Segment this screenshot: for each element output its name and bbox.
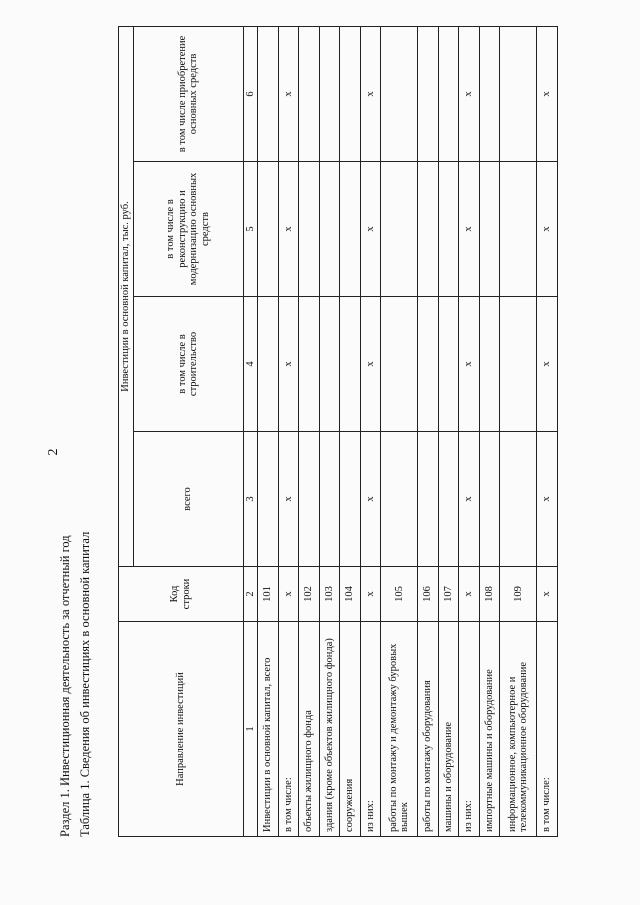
cell-total: х bbox=[537, 432, 558, 567]
section-title: Раздел 1. Инвестиционная деятельность за отчетный год bbox=[58, 535, 72, 837]
cell-construction[interactable] bbox=[319, 297, 340, 432]
cell-acquisition[interactable] bbox=[418, 26, 439, 161]
row-code: 106 bbox=[418, 567, 439, 622]
cell-reconstruction[interactable] bbox=[381, 162, 418, 297]
row-label: из них: bbox=[459, 622, 480, 837]
cell-reconstruction[interactable] bbox=[299, 162, 320, 297]
table-row bbox=[258, 26, 279, 836]
cell-total[interactable] bbox=[479, 432, 500, 567]
cell-construction[interactable] bbox=[258, 297, 279, 432]
row-code: х bbox=[278, 567, 299, 622]
cell-reconstruction: х bbox=[278, 162, 299, 297]
table-row bbox=[340, 26, 361, 836]
cell-total[interactable] bbox=[438, 432, 459, 567]
column-number: 6 bbox=[243, 26, 258, 161]
row-label: машины и оборудование bbox=[438, 622, 459, 837]
cell-acquisition[interactable] bbox=[479, 26, 500, 161]
row-code: 107 bbox=[438, 567, 459, 622]
row-code: 102 bbox=[299, 567, 320, 622]
header-reconstruction: в том числе в реконструкцию и модернизацию основных средств bbox=[133, 162, 243, 297]
cell-total: х bbox=[278, 432, 299, 567]
table-row bbox=[438, 26, 459, 836]
row-label: Инвестиции в основной капитал, всего bbox=[258, 622, 279, 837]
cell-reconstruction[interactable] bbox=[340, 162, 361, 297]
row-code: х bbox=[360, 567, 381, 622]
header-acquisition: в том числе приобретение основных средств bbox=[133, 26, 243, 161]
table-title: Таблица 1. Сведения об инвестициях в основной капитал bbox=[78, 531, 92, 837]
table-row bbox=[381, 26, 418, 836]
row-code: 105 bbox=[381, 567, 418, 622]
row-label: информационное, компьютерное и телекоммуникационное оборудование bbox=[500, 622, 537, 837]
cell-construction: х bbox=[278, 297, 299, 432]
row-code: 103 bbox=[319, 567, 340, 622]
table-row bbox=[278, 26, 299, 836]
row-label: в том числе: bbox=[537, 622, 558, 837]
cell-acquisition: х bbox=[537, 26, 558, 161]
cell-acquisition[interactable] bbox=[438, 26, 459, 161]
table-row bbox=[479, 26, 500, 836]
column-number: 1 bbox=[243, 622, 258, 837]
cell-construction: х bbox=[537, 297, 558, 432]
cell-total: х bbox=[360, 432, 381, 567]
table-row bbox=[459, 26, 480, 836]
row-label: в том числе: bbox=[278, 622, 299, 837]
cell-total[interactable] bbox=[299, 432, 320, 567]
cell-total[interactable] bbox=[500, 432, 537, 567]
cell-reconstruction[interactable] bbox=[319, 162, 340, 297]
cell-acquisition: х bbox=[360, 26, 381, 161]
cell-reconstruction: х bbox=[459, 162, 480, 297]
cell-construction[interactable] bbox=[438, 297, 459, 432]
cell-total[interactable] bbox=[258, 432, 279, 567]
row-label: объекты жилищного фонда bbox=[299, 622, 320, 837]
cell-construction[interactable] bbox=[500, 297, 537, 432]
cell-total[interactable] bbox=[381, 432, 418, 567]
cell-reconstruction[interactable] bbox=[418, 162, 439, 297]
header-direction: Направление инвестиций bbox=[119, 622, 244, 837]
cell-total: х bbox=[459, 432, 480, 567]
row-label: сооружения bbox=[340, 622, 361, 837]
table-row bbox=[299, 26, 320, 836]
header-total: всего bbox=[133, 432, 243, 567]
page-number: 2 bbox=[46, 448, 61, 456]
cell-reconstruction[interactable] bbox=[479, 162, 500, 297]
header-investments-group: Инвестиции в основной капитал, тыс. руб. bbox=[119, 26, 134, 566]
row-label: импортные машины и оборудование bbox=[479, 622, 500, 837]
cell-construction: х bbox=[360, 297, 381, 432]
cell-acquisition[interactable] bbox=[299, 26, 320, 161]
table-row bbox=[319, 26, 340, 836]
row-code: 104 bbox=[340, 567, 361, 622]
cell-construction[interactable] bbox=[479, 297, 500, 432]
row-code: х bbox=[459, 567, 480, 622]
table-row bbox=[360, 26, 381, 836]
column-number: 2 bbox=[243, 567, 258, 622]
table-row bbox=[537, 26, 558, 836]
cell-reconstruction[interactable] bbox=[438, 162, 459, 297]
cell-acquisition: х bbox=[278, 26, 299, 161]
row-label: работы по монтажу и демонтажу буровых вышек bbox=[381, 622, 418, 837]
column-number-row bbox=[243, 26, 258, 836]
cell-reconstruction[interactable] bbox=[258, 162, 279, 297]
cell-reconstruction[interactable] bbox=[500, 162, 537, 297]
column-number: 5 bbox=[243, 162, 258, 297]
cell-construction[interactable] bbox=[381, 297, 418, 432]
cell-acquisition[interactable] bbox=[258, 26, 279, 161]
row-code: 109 bbox=[500, 567, 537, 622]
cell-construction[interactable] bbox=[299, 297, 320, 432]
row-label: здания (кроме объектов жилищного фонда) bbox=[319, 622, 340, 837]
cell-reconstruction: х bbox=[360, 162, 381, 297]
row-label: из них: bbox=[360, 622, 381, 837]
header-row-1 bbox=[119, 26, 134, 836]
table-row bbox=[500, 26, 537, 836]
cell-acquisition[interactable] bbox=[340, 26, 361, 161]
cell-construction[interactable] bbox=[340, 297, 361, 432]
investments-table bbox=[118, 26, 558, 837]
cell-acquisition[interactable] bbox=[500, 26, 537, 161]
cell-construction: х bbox=[459, 297, 480, 432]
rotated-sheet bbox=[40, 32, 600, 872]
row-code: 101 bbox=[258, 567, 279, 622]
cell-acquisition[interactable] bbox=[381, 26, 418, 161]
column-number: 3 bbox=[243, 432, 258, 567]
column-number: 4 bbox=[243, 297, 258, 432]
table-row bbox=[418, 26, 439, 836]
cell-acquisition[interactable] bbox=[319, 26, 340, 161]
cell-reconstruction: х bbox=[537, 162, 558, 297]
row-code: х bbox=[537, 567, 558, 622]
cell-total[interactable] bbox=[319, 432, 340, 567]
cell-total[interactable] bbox=[418, 432, 439, 567]
row-label: работы по монтажу оборудования bbox=[418, 622, 439, 837]
header-code: Код строки bbox=[119, 567, 244, 622]
cell-acquisition: х bbox=[459, 26, 480, 161]
header-construction: в том числе в строительство bbox=[133, 297, 243, 432]
row-code: 108 bbox=[479, 567, 500, 622]
cell-construction[interactable] bbox=[418, 297, 439, 432]
cell-total[interactable] bbox=[340, 432, 361, 567]
